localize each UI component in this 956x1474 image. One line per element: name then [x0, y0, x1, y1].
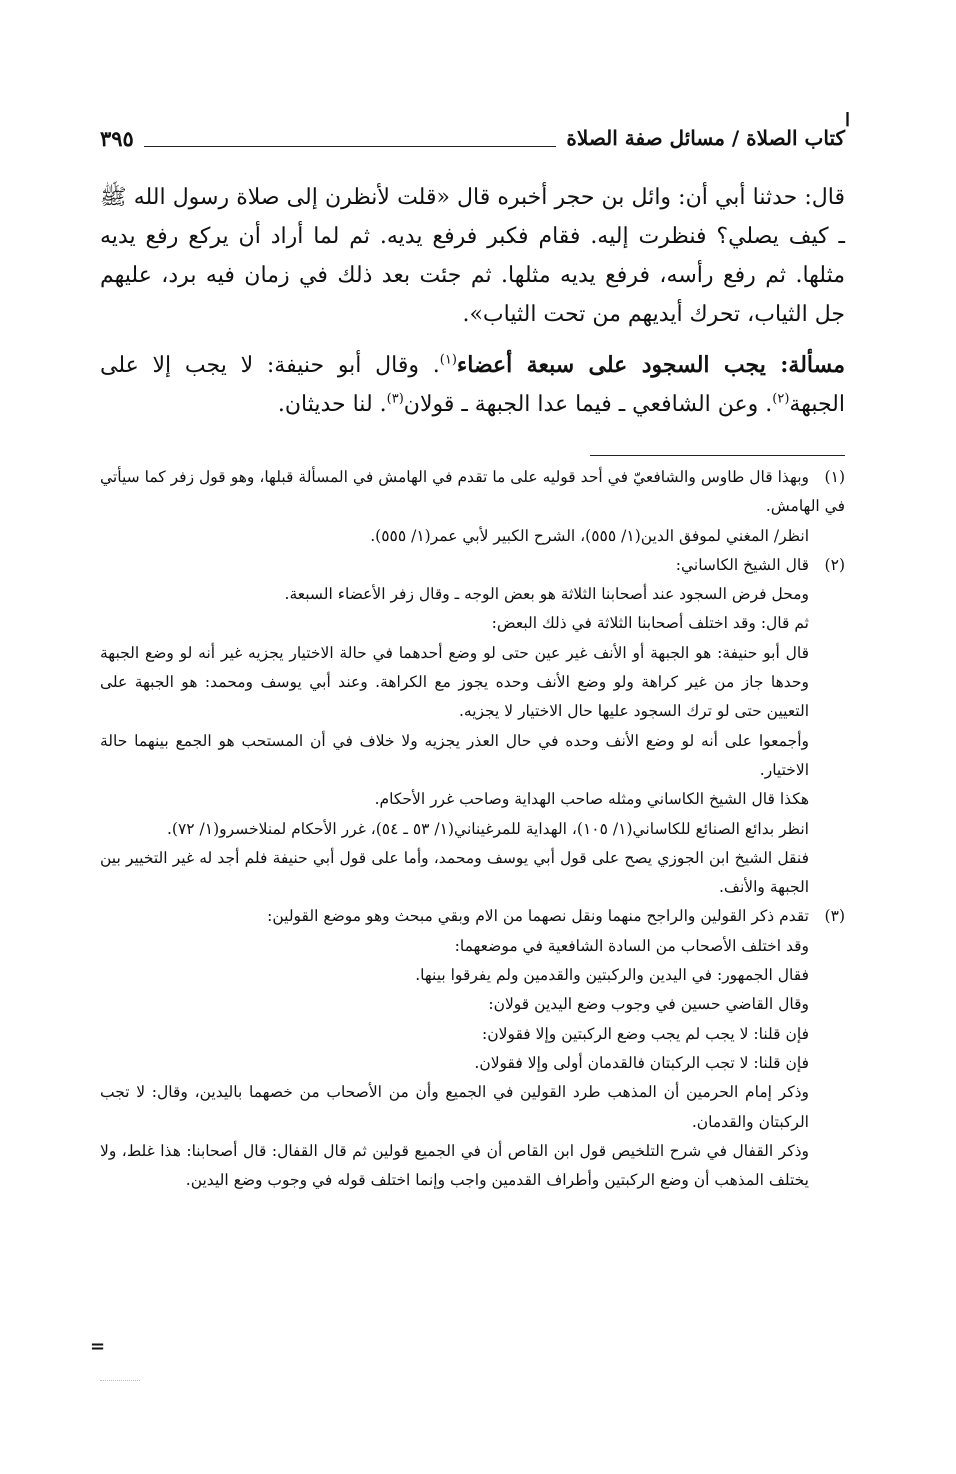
footnote-line [100, 844, 845, 903]
footnote-line [100, 815, 845, 844]
main-text [100, 178, 845, 424]
footnote-line [100, 785, 845, 814]
footnote-text: وذكر القفال في شرح التلخيص قول ابن القاص أن في الجميع قولين ثم قال القفال: قال أصحابنا: هذا غلط، ولا يختلف المذهب أن وضع الركبتين وأطراف القدمين واجب وإنما اختلف قوله في وجوب وضع اليدين. [100, 1141, 809, 1190]
footnote-ref-2[interactable]: (٢) [772, 391, 790, 407]
running-header [100, 118, 845, 158]
running-title: كتاب الصلاة / مسائل صفة الصلاة [566, 126, 845, 150]
footnote-line [100, 990, 845, 1019]
footnote-line [100, 961, 845, 990]
footnote-text: فقال الجمهور: في اليدين والركبتين والقدمين ولم يفرقوا بينها. [415, 966, 809, 985]
footnote-text: فنقل الشيخ ابن الجوزي يصح على قول أبي يوسف ومحمد، وأما على قول أبي حنيفة فلم أجد له غير التخيير بين الجبهة والأنف. [100, 848, 809, 897]
bottom-dots [100, 1380, 140, 1381]
footnote-text: ثم قال: وقد اختلف أصحابنا الثلاثة في ذلك البعض: [491, 614, 809, 633]
footnote-ref-1[interactable]: (١) [439, 352, 457, 368]
footnote-line [100, 1020, 845, 1049]
footnote-line [100, 1049, 845, 1078]
footnote-line [100, 727, 845, 786]
footnote-number: (٣) [824, 907, 845, 926]
page-number: ٣٩٥ [100, 125, 134, 151]
footnote-text: انظر بدائع الصنائع للكاساني(١/ ١٠٥)، الهداية للمرغيناني(١/ ٥٣ ـ ٥٤)، غرر الأحكام لمنلاخسرو(١/ ٧٢). [166, 819, 809, 838]
masala-text-1: . وقال أبو حنيفة: لا يجب إلا على الجبهة [100, 353, 845, 417]
footnote-line [100, 463, 845, 522]
footnote-ref-3[interactable]: (٣) [386, 391, 404, 407]
header-mark: ا [845, 110, 851, 131]
footnote-text: انظر/ المغني لموفق الدين(١/ ٥٥٥)، الشرح الكبير لأبي عمر(١/ ٥٥٥). [370, 526, 809, 545]
masala-lead: مسألة: يجب السجود على سبعة أعضاء [456, 352, 846, 378]
masala-paragraph [100, 346, 845, 424]
footnote-text: فإن قلنا: لا يجب لم يجب وضع الركبتين وإلا فقولان: [482, 1024, 809, 1043]
footnote-line [100, 1078, 845, 1137]
footnote-text: وأجمعوا على أنه لو وضع الأنف وحده في حال العذر يجزيه ولا خلاف في أن المستحب هو الجمع بينهما حالة الاختيار. [100, 731, 809, 779]
continuation-mark: = [90, 1336, 106, 1357]
footnote-number: (٢) [824, 555, 845, 574]
footnote-line [100, 609, 845, 638]
footnote-line [100, 902, 845, 931]
masala-text-3: . لنا حديثان. [277, 392, 387, 417]
footnote-text: وبهذا قال طاوس والشافعيّ في أحد قوليه على ما تقدم في الهامش في المسألة قبلها، وهو قول زفر كما سيأتي في الهامش. [100, 468, 845, 516]
footnote-number: (١) [824, 468, 845, 486]
footnote-line [100, 580, 845, 609]
footnote-text: قال الشيخ الكاساني: [675, 555, 809, 574]
footnote-line [100, 1137, 845, 1196]
footnote-text: ومحل فرض السجود عند أصحابنا الثلاثة هو بعض الوجه ـ وقال زفر الأعضاء السبعة. [284, 585, 809, 604]
footnote-line [100, 522, 845, 551]
masala-text-2: . وعن الشافعي ـ فيما عدا الجبهة ـ قولان [403, 392, 773, 417]
footnote-line [100, 639, 845, 727]
footnote-text: فإن قلنا: لا تجب الركبتان فالقدمان أولى وإلا فقولان. [474, 1053, 809, 1072]
footnotes [100, 463, 845, 1195]
footnote-line [100, 551, 845, 580]
footnote-text: هكذا قال الشيخ الكاساني ومثله صاحب الهداية وصاحب غرر الأحكام. [374, 790, 809, 809]
footnote-line [100, 932, 845, 961]
footnote-text: وذكر إمام الحرمين أن المذهب طرد القولين في الجميع وأن من الأصحاب من خصهما باليدين، وقال: لا تجب الركبتان والقدمان. [100, 1083, 809, 1131]
footnote-text: وقد اختلف الأصحاب من السادة الشافعية في موضعهما: [454, 936, 809, 955]
hadith-paragraph: قال: حدثنا أبي أن: وائل بن حجر أخبره قال «قلت لأنظرن إلى صلاة رسول الله ﷺ ـ كيف يصلي؟ فنظرت إليه. فقام فكبر فرفع يديه. ثم لما أراد أن يركع رفع يديه مثلها. ثم رفع رأسه، فرفع يديه مثلها. ثم جئت بعد ذلك في زمان فيه برد، عليهم جل الثياب، تحرك أيديهم من تحت الثياب». [100, 185, 845, 327]
footnote-text: تقدم ذكر القولين والراجح منهما ونقل نصهما من الام وبقي مبحث وهو موضع القولين: [267, 907, 809, 926]
footnote-separator [590, 455, 845, 456]
footnote-text: قال أبو حنيفة: هو الجبهة أو الأنف غير عين حتى لو وضع أحدهما في حالة الاختيار يجزيه غير أنه لو وضع الجبهة وحدها جاز من غير كراهة ولو وضع الأنف وحده يجوز مع الكراهة. وعند أبي يوسف ومحمد: هو الجبهة على التعيين حتى لو ترك السجود عليها حال الاختيار لا يجزيه. [100, 643, 809, 721]
footnote-text: وقال القاضي حسين في وجوب وضع اليدين قولان: [488, 995, 809, 1014]
header-rule [144, 146, 557, 147]
